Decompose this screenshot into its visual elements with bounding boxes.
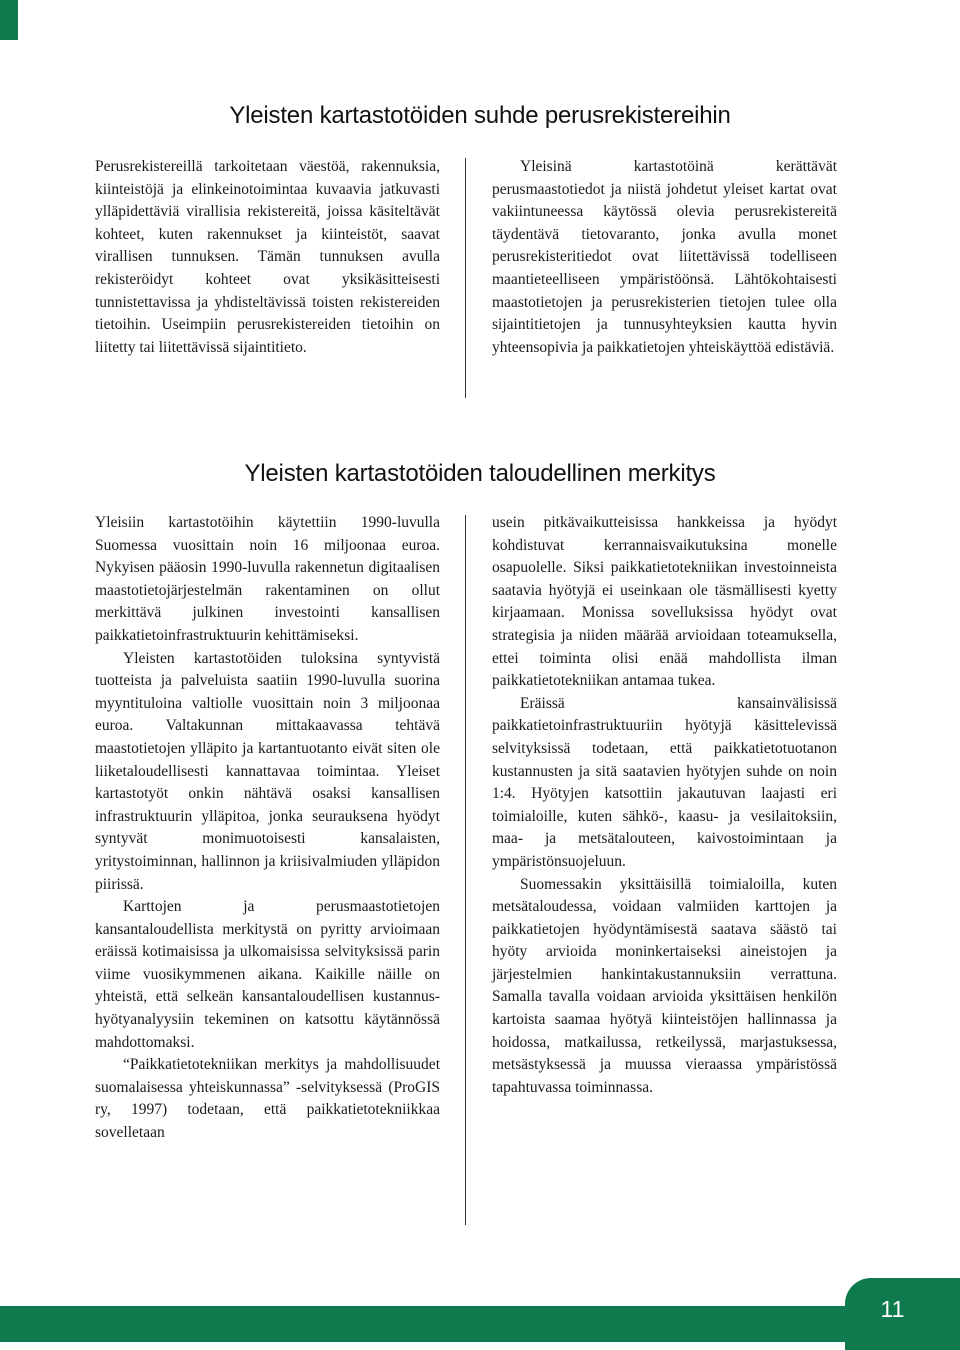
economic-right-paragraph-3: Suomessakin yksittäisillä toimialoilla, kuten metsätaloudessa, voidaan valmiiden karttojen ja paikkatietojen hyödyntämisestä saatava säästö tai hyöty arvioida moninkertaiseksi aineistojen ja järjestelmien hankintakustannuksiin verrattuna. Samalla tavalla voidaan arvioida yksittäisen henkilön kartoista saamaa hyötyä kiinteistöjen hallinnassa ja hoidossa, matkailussa, retkeilyssä, marjastuksessa, metsästyksessä ja muussa vieraassa ympäristössä tapahtuvassa toiminnassa. (492, 875, 837, 1096)
footer-bar (0, 1306, 960, 1342)
registers-left-paragraph: Perusrekistereillä tarkoitetaan väestöä, rakennuksia, kiinteistöjä ja elinkeinotoimintaa kuvaavia jatkuvasti ylläpidettäviä virallisia rekistereitä, joissa käsiteltävät kohteet, kuten rakennukset ja kiinteistöt, saavat virallisen tunnuksen. Tämän tunnuksen avulla rekisteröidyt kohteet ovat yksikäsitteisesti tunnistettavissa ja yhdisteltävissä toisten rekistereiden tietoihin. Useimpiin perusrekistereiden tietoihin on liitetty tai liitettävissä sijaintitieto. (95, 158, 440, 356)
economic-left-paragraph-3: Karttojen ja perusmaastotietojen kansantaloudellista merkitystä on pyritty arvioimaan eräissä kotimaisissa ja ulkomaisissa selvityksissä parin viime vuosikymmenen aikana. Kaikille näille on yhteistä, että selkeän kansantaloudellisen kustannus-hyötyanalyysiin tekeminen on katsottu käytännössä mahdottomaksi. (95, 898, 440, 1051)
column-divider-top (465, 158, 466, 398)
economic-left-paragraph-2: Yleisten kartastotöiden tuloksina syntyvistä tuotteista ja palveluista saatiin 1990-luvulla suorina myyntituloina valtiolle vuosittain noin 3 miljoonaa euroa. Valtakunnan mittakaavassa tehtävä maastotietojen ylläpito ja kartantuotanto eivät siten ole liiketaloudellisesti kannattavaa toimintaa. Yleiset kartastotyöt onkin nähtävä osaksi kansallisen infrastruktuurin ylläpitoa, jonka seurauksena hyödyt syntyvät monimuotoisesti kansalaisten, yritystoiminnan, hallinnon ja kriisivalmiuden ylläpidon piirissä. (95, 649, 440, 893)
economic-right-column (492, 512, 837, 1099)
section-title-registers: Yleisten kartastotöiden suhde perusrekistereihin (229, 102, 731, 129)
economic-left-paragraph-4: “Paikkatietotekniikan merkitys ja mahdollisuudet suomalaisessa yhteiskunnassa” -selvityksessä (ProGIS ry, 1997) todetaan, että paikkatietotekniikkaa sovelletaan (95, 1056, 440, 1142)
section-title-economic: Yleisten kartastotöiden taloudellinen merkitys (244, 460, 716, 487)
page-number: 11 (880, 1296, 905, 1322)
economic-right-paragraph-1: usein pitkävaikutteisissa hankkeissa ja hyödyt kohdistuvat kerrannaisvaikutuksina monelle osapuolelle. Siksi paikkatietotekniikan investoinneista saatavia hyötyjä ei useinkaan ole täsmällisesti kyetty kirjaamaan. Monissa sovelluksissa hyödyt ovat strategisia ja niiden määrää arvioidaan toteamuksella, ettei toiminta olisi enää mahdollista ilman paikkatietotekniikan antamaa tukea. (492, 514, 837, 690)
registers-right-column (492, 156, 837, 359)
corner-mark (0, 0, 18, 40)
economic-right-paragraph-2: Eräissä kansainvälisissä paikkatietoinfrastruktuuriin hyötyjä käsittelevissä selvityksissä todetaan, että paikkatietotuotanon kustannusten ja sitä saatavien hyötyjen suhde on noin 1:4. Hyötyjen katsottiin jakautuvan laajasti eri toimialoille, kuten sähkö-, kaasu- ja vesilaitoksiin, maa- ja metsätalouteen, kaivostoimintaan ja ympäristönsuojeluun. (492, 694, 837, 870)
registers-left-column (95, 156, 440, 359)
economic-left-paragraph-1: Yleisiin kartastotöihin käytettiin 1990-luvulla Suomessa vuosittain noin 16 miljoonaa euroa. Nykyisen pääosin 1990-luvulla rakennetun digitaalisen maastotietojärjestelmän rakentaminen on ollut merkittävä julkinen investointi kansallisen paikkatietoinfrastruktuurin kehittämiseksi. (95, 514, 440, 644)
economic-left-column (95, 512, 440, 1145)
column-divider-bottom (465, 515, 466, 1225)
registers-right-paragraph: Yleisinä kartastotöinä kerättävät perusmaastotiedot ja niistä johdetut yleiset kartat ovat vakiintuneessa käytössä olevia perusrekistereitä täydentävä tietovaranto, jonka avulla monet perusrekisteritiedot ovat liitettävissä todelliseen maantieteelliseen ympäristöönsä. Lähtökohtaisesti maastotietojen ja perusrekisterien tietojen tulee olla sijaintitietojen ja tunnusyhteyksien kautta hyvin yhteensopivia ja paikkatietojen yhteiskäyttöä edistäviä. (492, 158, 837, 356)
